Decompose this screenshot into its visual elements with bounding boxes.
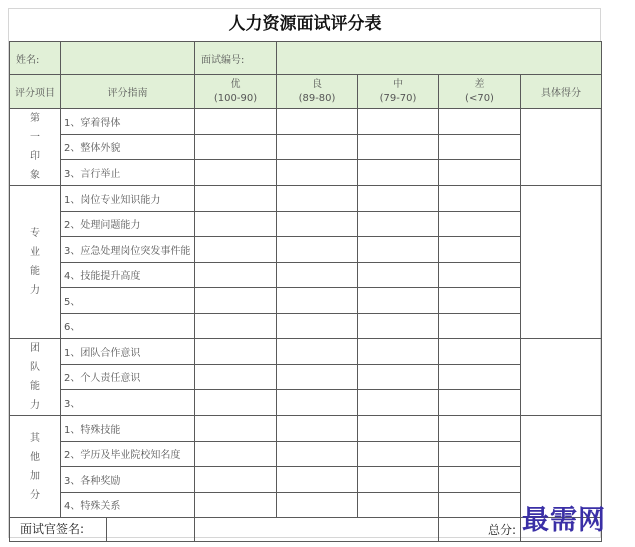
score-cell[interactable] [521,186,602,339]
rating-range: (89-80) [298,92,336,104]
rating-good-cell[interactable] [277,237,358,263]
category-char: 能 [30,381,40,392]
rating-medium-cell[interactable] [358,313,439,339]
category-char: 象 [30,170,40,181]
category-char: 团 [30,343,40,354]
table-row [10,134,602,160]
guide-item: 2、学历及毕业院校知名度 [61,441,195,467]
rating-medium-cell[interactable] [358,441,439,467]
rating-poor-cell[interactable] [439,186,521,212]
category-char: 业 [30,247,40,258]
table-row [10,262,602,288]
rating-excellent-cell[interactable] [195,339,277,365]
sign-blank[interactable] [195,518,439,542]
category-char: 一 [30,132,40,143]
guide-item: 1、特殊技能 [61,416,195,442]
rating-good-cell[interactable] [277,390,358,416]
category-char: 能 [30,266,40,277]
rating-medium-cell[interactable] [358,339,439,365]
score-table [9,41,602,542]
rating-poor-cell[interactable] [439,416,521,442]
column-header-poor [439,75,521,109]
interview-no-label: 面试编号: [195,42,277,75]
interviewer-sign-label: 面试官签名: [15,518,107,541]
rating-good-cell[interactable] [277,160,358,186]
rating-name: 良 [312,78,322,90]
rating-poor-cell[interactable] [439,288,521,314]
rating-range: (<70) [465,92,494,104]
category-char: 专 [30,228,40,239]
name-field[interactable] [61,42,195,75]
table-row [10,237,602,263]
category-cell [10,416,61,518]
table-row [10,211,602,237]
table-row [10,313,602,339]
rating-good-cell[interactable] [277,262,358,288]
rating-excellent-cell[interactable] [195,364,277,390]
rating-name: 中 [393,78,403,90]
rating-medium-cell[interactable] [358,288,439,314]
rating-good-cell[interactable] [277,364,358,390]
rating-medium-cell[interactable] [358,262,439,288]
rating-excellent-cell[interactable] [195,186,277,212]
rating-good-cell[interactable] [277,313,358,339]
table-row [10,364,602,390]
rating-good-cell[interactable] [277,211,358,237]
table-row [10,441,602,467]
header-row-basic [10,42,602,75]
guide-item: 5、 [61,288,195,314]
table-row [10,288,602,314]
guide-item: 4、技能提升高度 [61,262,195,288]
column-header-score: 具体得分 [521,75,602,109]
rating-good-cell[interactable] [277,441,358,467]
category-char: 力 [30,400,40,411]
guide-item: 4、特殊关系 [61,492,195,518]
rating-medium-cell[interactable] [358,416,439,442]
score-cell[interactable] [521,339,602,416]
category-char: 力 [30,285,40,296]
score-cell[interactable] [521,109,602,186]
category-char: 他 [30,451,40,463]
rating-excellent-cell[interactable] [195,313,277,339]
table-row [10,467,602,493]
table-row [10,390,602,416]
guide-item: 3、 [61,390,195,416]
table-row [10,339,602,365]
category-char: 印 [30,151,40,162]
rating-name: 差 [474,78,485,90]
rating-poor-cell[interactable] [439,313,521,339]
table-row [10,186,602,212]
rating-poor-cell[interactable] [439,109,521,135]
rating-excellent-cell[interactable] [195,109,277,135]
rating-medium-cell[interactable] [358,467,439,493]
column-header-item: 评分项目 [10,75,61,109]
rating-medium-cell[interactable] [358,237,439,263]
rating-poor-cell[interactable] [439,339,521,365]
rating-poor-cell[interactable] [439,134,521,160]
rating-excellent-cell[interactable] [195,237,277,263]
category-char: 其 [30,432,40,444]
guide-item: 3、应急处理岗位突发事件能 [61,237,195,263]
guide-item: 1、团队合作意识 [61,339,195,365]
rating-medium-cell[interactable] [358,492,439,518]
rating-excellent-cell[interactable] [195,211,277,237]
table-row [10,492,602,518]
rating-medium-cell[interactable] [358,186,439,212]
rating-excellent-cell[interactable] [195,134,277,160]
guide-item: 2、处理问题能力 [61,211,195,237]
rating-good-cell[interactable] [277,492,358,518]
name-label: 姓名: [10,42,61,75]
rating-poor-cell[interactable] [439,390,521,416]
rating-good-cell[interactable] [277,109,358,135]
rating-poor-cell[interactable] [439,211,521,237]
guide-item: 2、个人责任意识 [61,364,195,390]
category-cell [10,109,61,186]
guide-item: 3、言行举止 [61,160,195,186]
column-header-guide: 评分指南 [61,75,195,109]
rating-range: (79-70) [379,92,417,104]
rating-excellent-cell[interactable] [195,160,277,186]
rating-medium-cell[interactable] [358,364,439,390]
category-char: 队 [30,362,40,373]
rating-poor-cell[interactable] [439,492,521,518]
rating-good-cell[interactable] [277,467,358,493]
header-row-columns [10,75,602,109]
rating-medium-cell[interactable] [358,211,439,237]
table-row [10,160,602,186]
footer-row [10,518,602,542]
total-label: 总分: [439,518,521,542]
column-header-medium [358,75,439,109]
rating-good-cell[interactable] [277,134,358,160]
watermark-logo: 最需网 [522,505,606,536]
rating-poor-cell[interactable] [439,237,521,263]
rating-medium-cell[interactable] [358,134,439,160]
table-row [10,416,602,442]
rating-medium-cell[interactable] [358,390,439,416]
category-char: 第 [30,113,40,124]
rating-excellent-cell[interactable] [195,416,277,442]
rating-medium-cell[interactable] [358,109,439,135]
column-header-good [277,75,358,109]
table-row [10,109,602,135]
guide-item: 2、整体外貌 [61,134,195,160]
rating-good-cell[interactable] [277,339,358,365]
rating-poor-cell[interactable] [439,160,521,186]
page-title: 人力资源面试评分表 [228,14,382,34]
rating-medium-cell[interactable] [358,160,439,186]
category-char: 加 [30,470,40,482]
rating-range: (100-90) [213,92,258,104]
rating-poor-cell[interactable] [439,364,521,390]
rating-poor-cell[interactable] [439,441,521,467]
rating-excellent-cell[interactable] [195,467,277,493]
guide-item: 6、 [61,313,195,339]
guide-item: 1、穿着得体 [61,109,195,135]
category-char: 分 [30,489,40,501]
rating-excellent-cell[interactable] [195,441,277,467]
category-cell [10,186,61,339]
category-cell [10,339,61,416]
rating-excellent-cell[interactable] [195,492,277,518]
interview-no-field[interactable] [277,42,602,75]
guide-item: 3、各种奖励 [61,467,195,493]
rating-name: 优 [230,78,241,90]
column-header-excellent [195,75,277,109]
rating-excellent-cell[interactable] [195,390,277,416]
guide-item: 1、岗位专业知识能力 [61,186,195,212]
rating-poor-cell[interactable] [439,262,521,288]
rating-good-cell[interactable] [277,186,358,212]
rating-excellent-cell[interactable] [195,262,277,288]
rating-poor-cell[interactable] [439,467,521,493]
rating-good-cell[interactable] [277,416,358,442]
rating-excellent-cell[interactable] [195,288,277,314]
rating-good-cell[interactable] [277,288,358,314]
